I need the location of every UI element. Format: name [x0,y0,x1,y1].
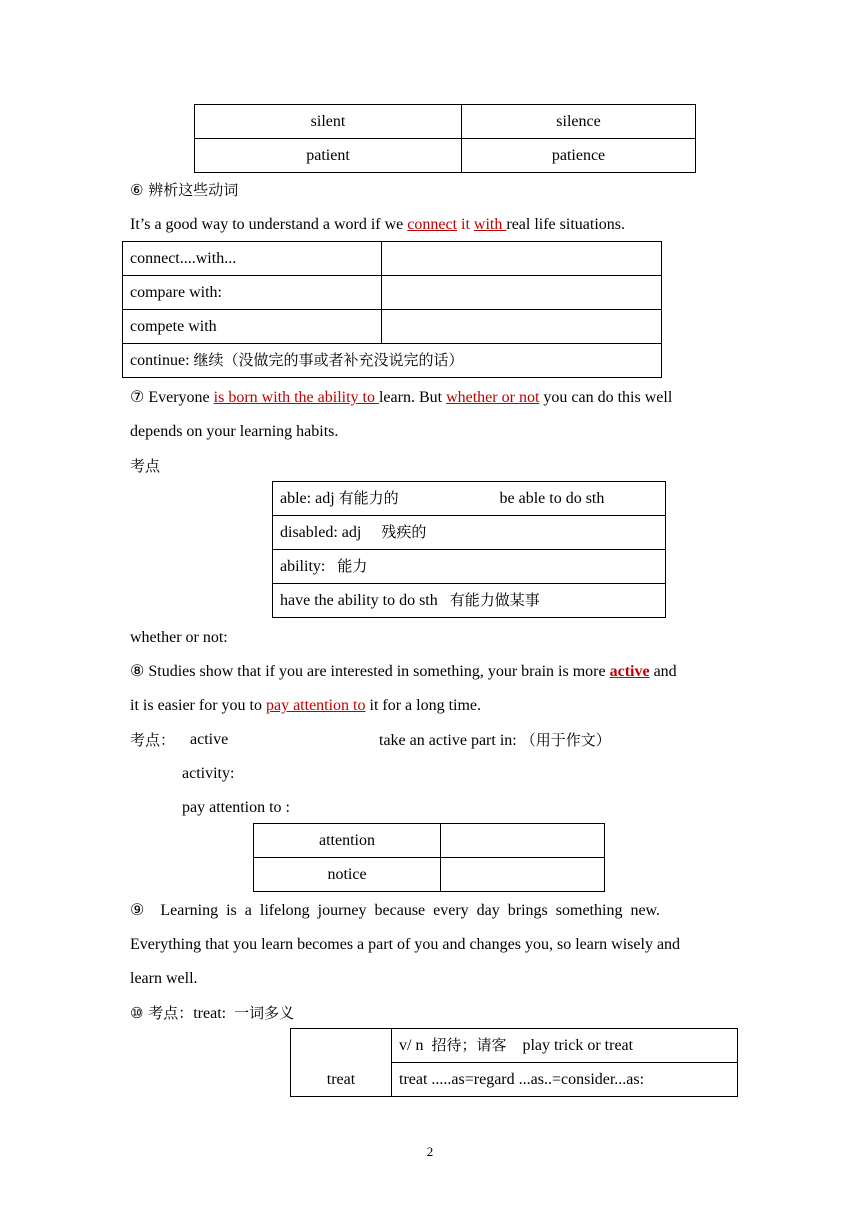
table-cell: connect....with... [123,242,382,276]
table-row [291,1029,738,1063]
table-row [254,824,605,858]
table-row [254,858,605,892]
heading-en: treat: [193,1005,235,1022]
table-cell: compare with: [123,276,382,310]
table-cell-empty [382,242,662,276]
table-cell [273,550,666,584]
section-6-sentence [130,215,625,235]
table-cell: notice [254,858,441,892]
highlight-with: with [473,216,507,233]
verb-comparison-table [122,241,662,378]
table-row [195,105,696,139]
attention-table [253,823,605,892]
activity-line: activity: [182,765,235,782]
kaodian-label: 考点： [130,731,176,749]
table-row [273,516,666,550]
highlight-pay-attention: pay attention to [265,697,366,714]
section-9-line3: learn well. [130,970,198,987]
table-cell [273,482,666,516]
table-cell-empty [382,276,662,310]
ability-en: ability: [280,558,338,575]
treat-cn: 招待；请客 [431,1036,507,1054]
take-active-part [379,730,611,751]
sentence-text: and [649,663,677,680]
highlight-it: it [457,216,474,233]
have-cn: 有能力做某事 [449,591,540,609]
table-cell-empty [441,858,605,892]
treat-pos: v/ n [399,1037,432,1054]
disabled-en: disabled: adj [280,524,382,541]
continue-cn: 继续（没做完的事或者补充没说完的话） [193,351,464,369]
table-cell: silence [462,105,696,139]
table-row [123,344,662,378]
table-cell: patience [462,139,696,173]
section-6-heading: ⑥ 辨析这些动词 [130,181,239,199]
continue-en: continue: [130,352,194,369]
section-9-line1: ⑨ Learning is a lifelong journey because every day brings something new. [130,902,661,919]
sentence-text: ⑦ Everyone [130,389,214,406]
adjective-noun-table [194,104,696,173]
table-cell [273,516,666,550]
highlight-whether-or-not: whether or not [446,389,540,406]
table-cell: patient [195,139,462,173]
section-10-heading [130,1003,294,1024]
table-row [273,550,666,584]
sentence-text: you can do this well [539,389,673,406]
table-cell: treat .....as=regard ...as..=consider...as: [392,1063,738,1097]
table-cell: attention [254,824,441,858]
table-row [123,242,662,276]
highlight-connect: connect [407,216,458,233]
table-row [195,139,696,173]
section-8-sentence-line2 [130,696,481,716]
table-cell-empty [441,824,605,858]
treat-tail: play trick or treat [506,1037,634,1054]
heading-cn2: 一词多义 [234,1004,295,1022]
have-en: have the ability to do sth [280,592,450,609]
active-word: active [190,731,229,748]
table-cell [392,1029,738,1063]
sentence-text: it is easier for you to [130,697,266,714]
table-cell [123,344,662,378]
page-number: 2 [426,1144,434,1159]
ability-cn: 能力 [337,557,368,575]
take-part-cn: （用于作文） [520,731,611,749]
take-part-en: take an active part in: [379,732,521,749]
table-row [123,310,662,344]
table-row [273,584,666,618]
treat-table [290,1028,738,1097]
table-row [123,276,662,310]
able-cn: 有能力的 [338,489,399,507]
able-en: able: adj [280,490,339,507]
ability-table [272,481,666,618]
table-cell: silent [195,105,462,139]
section-7-sentence [130,388,672,408]
disabled-cn: 残疾的 [381,523,427,541]
highlight-born-with: is born with the ability to [213,389,379,406]
table-row [273,482,666,516]
sentence-text: it for a long time. [365,697,482,714]
sentence-text: real life situations. [506,216,625,233]
table-cell [273,584,666,618]
sentence-text: learn. But [378,389,447,406]
section-8-sentence [130,662,677,682]
sentence-text: It’s a good way to understand a word if we [130,216,408,233]
section-9-line2: Everything that you learn becomes a part of you and changes you, so learn wisely and [130,936,681,953]
pay-attention-line: pay attention to : [182,799,290,816]
sentence-text: ⑧ Studies show that if you are interested in something, your brain is more [130,663,610,680]
table-cell-empty [382,310,662,344]
table-cell: compete with [123,310,382,344]
section-7-sentence-line2: depends on your learning habits. [130,423,339,440]
heading-cn: ⑩ 考点： [130,1004,194,1022]
be-able-to: be able to do sth [499,490,605,507]
highlight-active: active [609,663,650,680]
table-cell: treat [291,1029,392,1097]
section-8-kaodian [130,730,611,751]
whether-or-not-line: whether or not: [130,629,228,646]
kaodian-label: 考点 [130,457,161,475]
